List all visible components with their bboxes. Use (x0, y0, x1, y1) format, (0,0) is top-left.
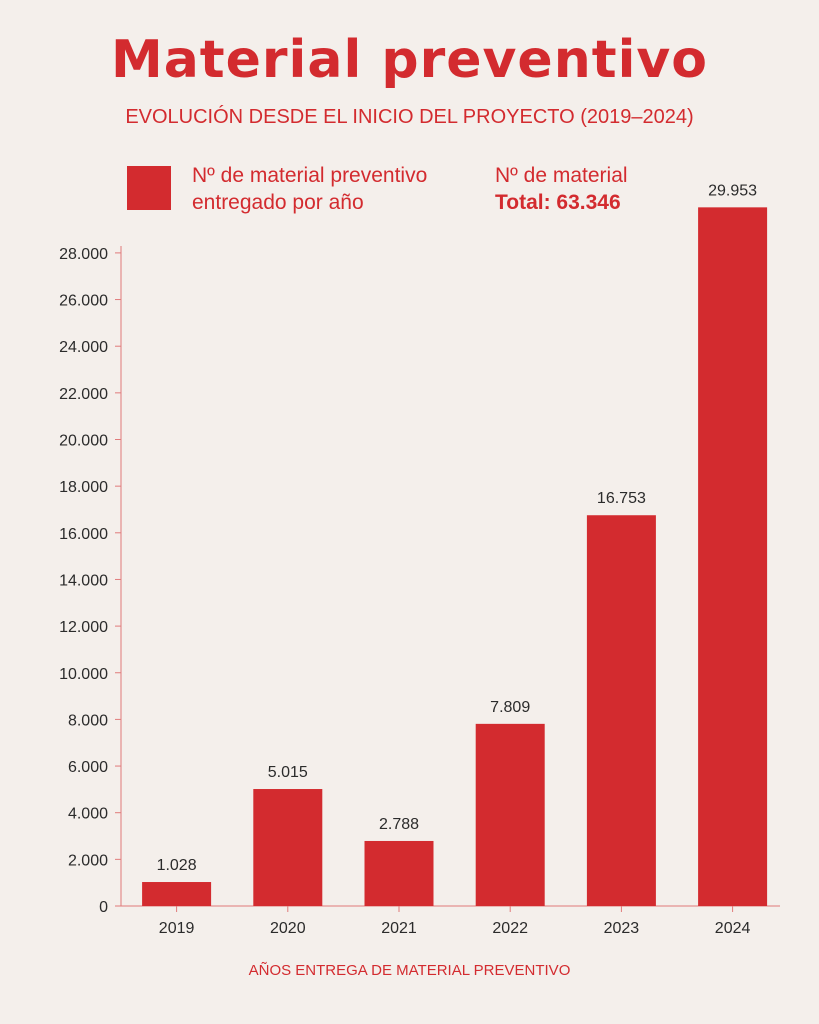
x-tick-label-2024: 2024 (714, 920, 751, 937)
y-tick-label: 6.000 (67, 759, 108, 777)
bar-2024 (698, 207, 767, 906)
data-label-2023: 16.753 (596, 490, 646, 508)
y-tick-label: 20.000 (59, 432, 108, 450)
x-tick-label-2019: 2019 (158, 920, 195, 937)
legend-label: Nº de material preventivo entregado por año (192, 164, 428, 214)
y-tick-label: 18.000 (59, 479, 108, 497)
y-tick-label: 8.000 (67, 712, 108, 730)
y-tick-label: 26.000 (59, 292, 108, 310)
y-tick-label: 12.000 (59, 619, 108, 637)
x-tick-label-2020: 2020 (270, 920, 306, 937)
bar-2023 (587, 515, 656, 906)
bar-2022 (476, 724, 545, 906)
data-label-2020: 5.015 (267, 764, 308, 782)
y-tick-label: 14.000 (59, 572, 108, 590)
chart-title: Material preventivo (110, 30, 709, 90)
y-tick-label: 28.000 (59, 245, 108, 263)
data-label-2019: 1.028 (156, 857, 197, 875)
data-label-2022: 7.809 (490, 698, 531, 716)
y-tick-label: 0 (99, 899, 108, 916)
bar-2019 (142, 882, 211, 906)
chart-subtitle: EVOLUCIÓN DESDE EL INICIO DEL PROYECTO (2019–2024) (125, 106, 694, 128)
y-tick-label: 22.000 (59, 385, 108, 403)
y-tick-label: 2.000 (67, 852, 108, 870)
y-tick-label: 4.000 (67, 805, 108, 823)
bar-2021 (365, 841, 434, 906)
y-tick-label: 16.000 (59, 525, 108, 543)
total-caption: Nº de material (495, 164, 628, 187)
y-tick-label: 10.000 (59, 665, 108, 683)
x-tick-label-2021: 2021 (381, 920, 417, 937)
x-tick-label-2023: 2023 (603, 920, 640, 937)
data-label-2024: 29.953 (708, 182, 758, 200)
x-axis-label: AÑOS ENTREGA DE MATERIAL PREVENTIVO (248, 962, 571, 979)
y-tick-label: 24.000 (59, 339, 108, 357)
bar-2020 (253, 789, 322, 906)
x-tick-label-2022: 2022 (492, 920, 528, 937)
data-label-2021: 2.788 (378, 815, 420, 833)
total-value: Total: 63.346 (495, 191, 621, 214)
